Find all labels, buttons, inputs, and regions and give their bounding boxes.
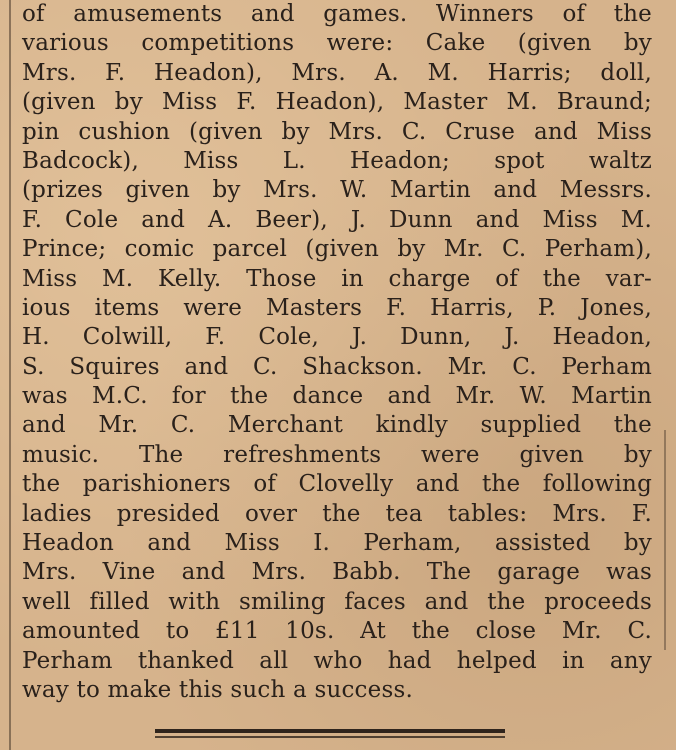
- article-line: F. Cole and A. Beer), J. Dunn and Miss M.: [22, 206, 652, 233]
- article-line: and Mr. C. Merchant kindly supplied the: [22, 412, 652, 439]
- article-line: S. Squires and C. Shackson. Mr. C. Perham: [22, 353, 652, 380]
- article-line: Badcock), Miss L. Headon; spot waltz: [22, 147, 652, 174]
- article-line: (prizes given by Mrs. W. Martin and Messrs.: [22, 177, 652, 204]
- article-line-final: way to make this such a success.: [22, 676, 413, 703]
- article-line: various competitions were: Cake (given by: [22, 30, 652, 57]
- article-line: of amusements and games. Winners of the: [22, 1, 652, 27]
- article-line: pin cushion (given by Mrs. C. Cruse and Miss: [22, 118, 652, 145]
- column-rule-left: [9, 0, 11, 750]
- article-line: music. The refreshments were given by: [22, 441, 652, 468]
- article-line: Mrs. F. Headon), Mrs. A. M. Harris; doll,: [22, 59, 652, 86]
- article-line: well filled with smiling faces and the proceeds: [22, 588, 652, 615]
- column-rule-right: [664, 430, 666, 650]
- article-body: [22, 0, 652, 705]
- article-line: (given by Miss F. Headon), Master M. Braund;: [22, 89, 652, 116]
- article-line: ladies presided over the tea tables: Mrs. F.: [22, 500, 652, 527]
- end-rule-thin: [155, 736, 505, 738]
- article-line: Perham thanked all who had helped in any: [22, 647, 652, 674]
- article-line: Prince; comic parcel (given by Mr. C. Perham),: [22, 236, 652, 263]
- end-rule: [155, 729, 505, 733]
- article-line: the parishioners of Clovelly and the following: [22, 471, 652, 498]
- article-line: was M.C. for the dance and Mr. W. Martin: [22, 383, 652, 410]
- article-line: Miss M. Kelly. Those in charge of the var-: [22, 265, 652, 292]
- article-line: amounted to £11 10s. At the close Mr. C.: [22, 618, 652, 645]
- article-line: ious items were Masters F. Harris, P. Jones,: [22, 294, 652, 321]
- article-line: Headon and Miss I. Perham, assisted by: [22, 530, 652, 557]
- article-line: H. Colwill, F. Cole, J. Dunn, J. Headon,: [22, 324, 652, 351]
- article-line: Mrs. Vine and Mrs. Babb. The garage was: [22, 559, 652, 586]
